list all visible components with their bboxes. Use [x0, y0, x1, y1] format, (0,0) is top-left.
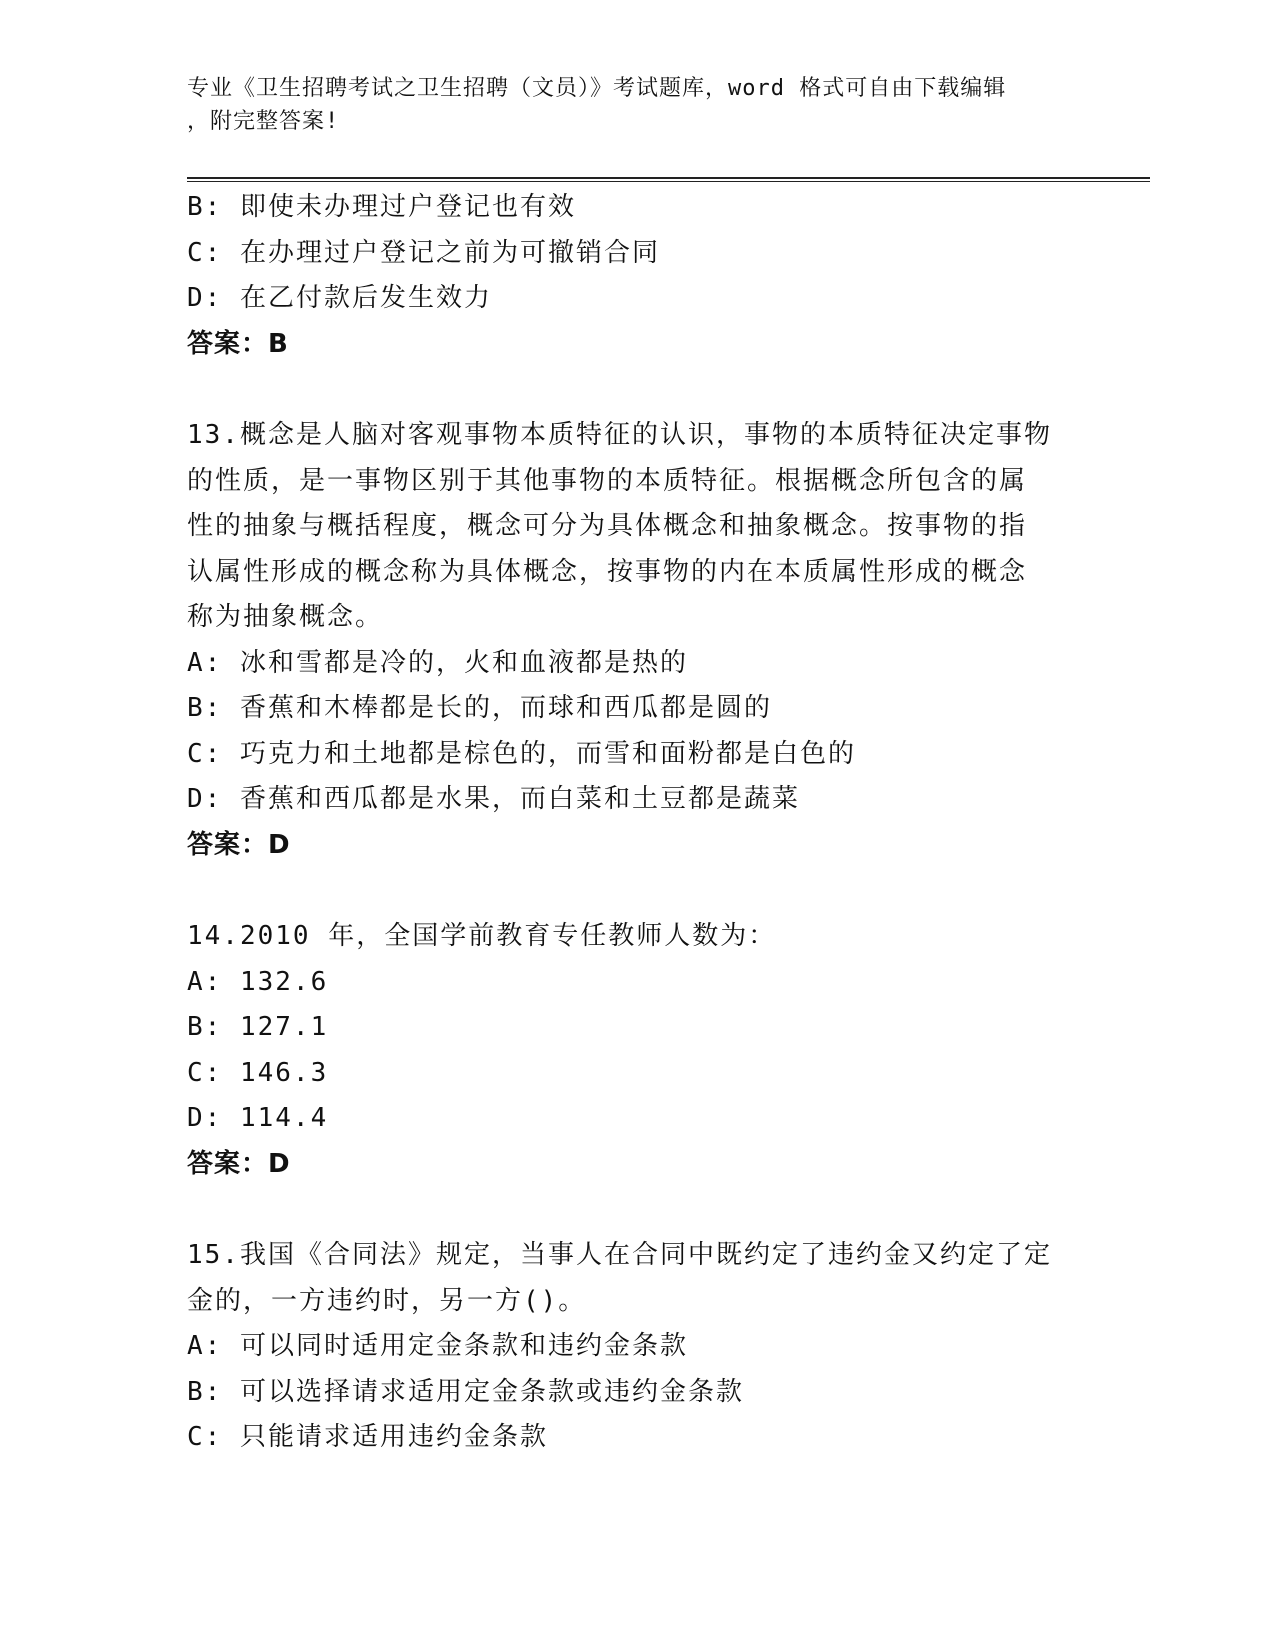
option-a: A: 132.6: [187, 966, 329, 997]
question-stem-line: 13.概念是人脑对客观事物本质特征的认识，事物的本质特征决定事物: [187, 420, 1052, 450]
question-14: [187, 914, 1087, 1187]
question-stem: 14.2010 年，全国学前教育专任教师人数为：: [187, 921, 777, 951]
option-b: B: 可以选择请求适用定金条款或违约金条款: [187, 1376, 744, 1407]
option-c: C: 146.3: [187, 1057, 329, 1088]
option-a: A: 可以同时适用定金条款和违约金条款: [187, 1331, 688, 1361]
question-stem-line: 称为抽象概念。: [187, 602, 384, 632]
header-divider: [187, 177, 1150, 182]
option-a: A: 冰和雪都是冷的，火和血液都是热的: [187, 647, 688, 678]
header-line-1: 专业《卫生招聘考试之卫生招聘（文员）》考试题库，word 格式可自由下载编辑: [187, 76, 1007, 101]
option-b: B: 香蕉和木棒都是长的，而球和西瓜都是圆的: [187, 693, 772, 723]
document-header: [187, 72, 1067, 138]
question-stem-line: 15.我国《合同法》规定，当事人在合同中既约定了违约金又约定了定: [187, 1240, 1052, 1270]
question-15: [187, 1233, 1087, 1461]
option-d: D: 香蕉和西瓜都是水果，而白菜和土豆都是蔬菜: [187, 784, 800, 814]
option-d: D: 114.4: [187, 1103, 329, 1133]
question-stem-line: 性的抽象与概括程度，概念可分为具体概念和抽象概念。按事物的指: [187, 511, 1028, 541]
question-12: [187, 185, 1087, 367]
question-stem-line: 的性质，是一事物区别于其他事物的本质特征。根据概念所包含的属: [187, 465, 1028, 496]
question-stem-line: 金的，一方违约时，另一方()。: [187, 1285, 587, 1316]
option-b: B: 即使未办理过户登记也有效: [187, 192, 576, 222]
question-list: [187, 185, 1087, 1461]
header-line-2: ，附完整答案!: [187, 109, 340, 134]
answer-label: 答案：D: [187, 829, 291, 860]
answer-label: 答案：D: [187, 1148, 291, 1179]
option-b: B: 127.1: [187, 1012, 329, 1042]
question-13: [187, 413, 1087, 868]
answer-label: 答案：B: [187, 328, 289, 359]
question-stem-line: 认属性形成的概念称为具体概念，按事物的内在本质属性形成的概念: [187, 556, 1028, 587]
option-d: D: 在乙付款后发生效力: [187, 283, 492, 313]
option-c: C: 在办理过户登记之前为可撤销合同: [187, 237, 660, 268]
option-c: C: 只能请求适用违约金条款: [187, 1422, 548, 1452]
option-c: C: 巧克力和土地都是棕色的，而雪和面粉都是白色的: [187, 738, 856, 769]
